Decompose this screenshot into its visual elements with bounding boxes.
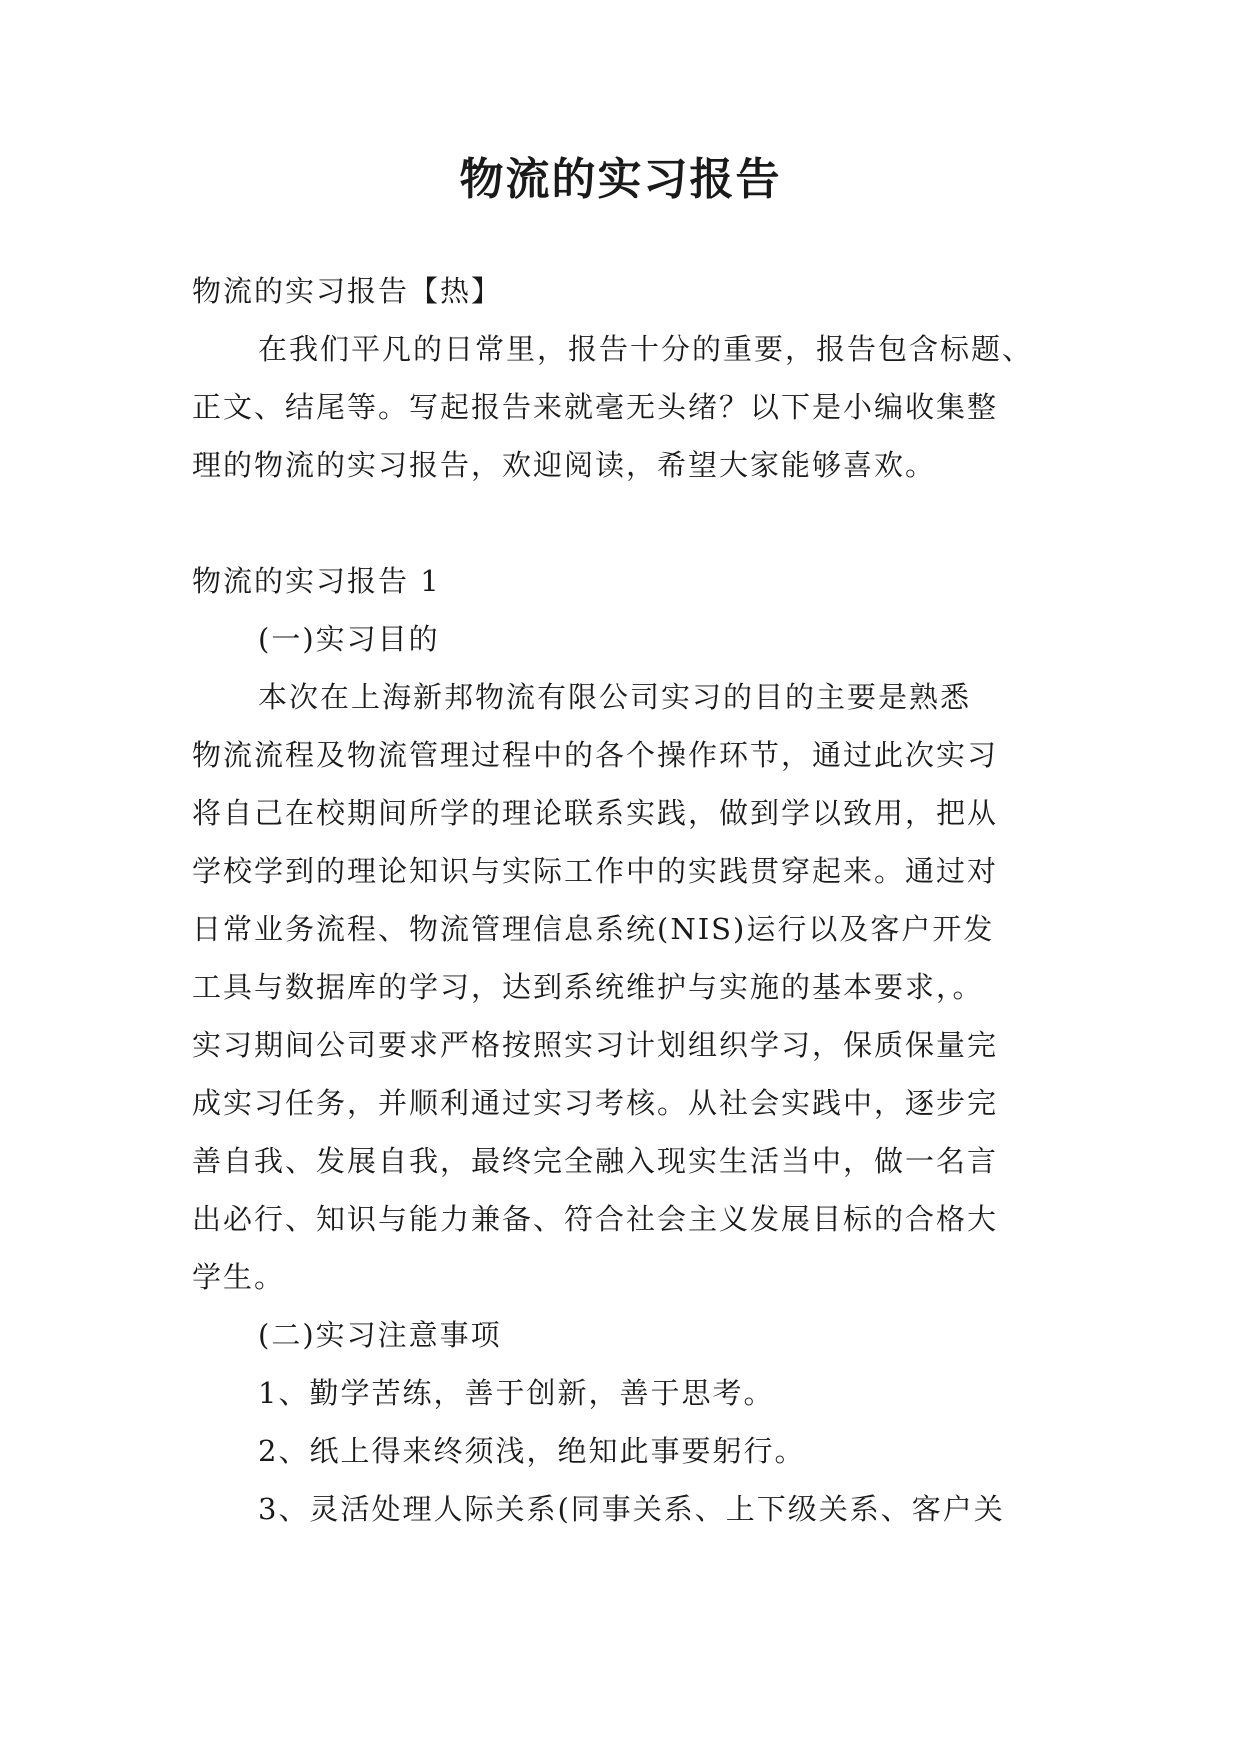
text-line: 学生。	[192, 1260, 286, 1294]
blank-line	[192, 494, 1052, 552]
text-line: 在我们平凡的日常里，报告十分的重要，报告包含标题、	[258, 332, 1034, 366]
text-line: 将自己在校期间所学的理论联系实践，做到学以致用，把从	[192, 796, 999, 830]
text-line: 1、勤学苦练，善于创新，善于思考。	[258, 1376, 775, 1410]
text-line: 本次在上海新邦物流有限公司实习的目的主要是熟悉	[258, 680, 972, 714]
text-line: 实习期间公司要求严格按照实习计划组织学习，保质保量完	[192, 1028, 999, 1062]
text-line: 物流的实习报告【热】	[192, 274, 503, 308]
document-body	[192, 262, 1052, 1538]
text-line: 正文、结尾等。写起报告来就毫无头绪？以下是小编收集整	[192, 390, 999, 424]
text-line: 成实习任务，并顺利通过实习考核。从社会实践中，逐步完	[192, 1086, 999, 1120]
text-line: 出必行、知识与能力兼备、符合社会主义发展目标的合格大	[192, 1202, 999, 1236]
text-line: 2、纸上得来终须浅，绝知此事要躬行。	[258, 1434, 806, 1468]
text-line: 理的物流的实习报告，欢迎阅读，希望大家能够喜欢。	[192, 448, 937, 482]
text-line: 物流流程及物流管理过程中的各个操作环节，通过此次实习	[192, 738, 999, 772]
text-line: 3、灵活处理人际关系(同事关系、上下级关系、客户关	[258, 1492, 1005, 1526]
text-line: 善自我、发展自我，最终完全融入现实生活当中，做一名言	[192, 1144, 999, 1178]
text-line: 物流的实习报告 1	[192, 564, 441, 598]
text-line: 日常业务流程、物流管理信息系统(NIS)运行以及客户开发	[192, 912, 995, 946]
text-line: 学校学到的理论知识与实际工作中的实践贯穿起来。通过对	[192, 854, 999, 888]
document-title: 物流的实习报告	[459, 154, 782, 205]
text-line: (二)实习注意事项	[258, 1318, 502, 1352]
text-line: 工具与数据库的学习，达到系统维护与实施的基本要求，。	[192, 970, 984, 1004]
text-line: (一)实习目的	[258, 622, 440, 656]
